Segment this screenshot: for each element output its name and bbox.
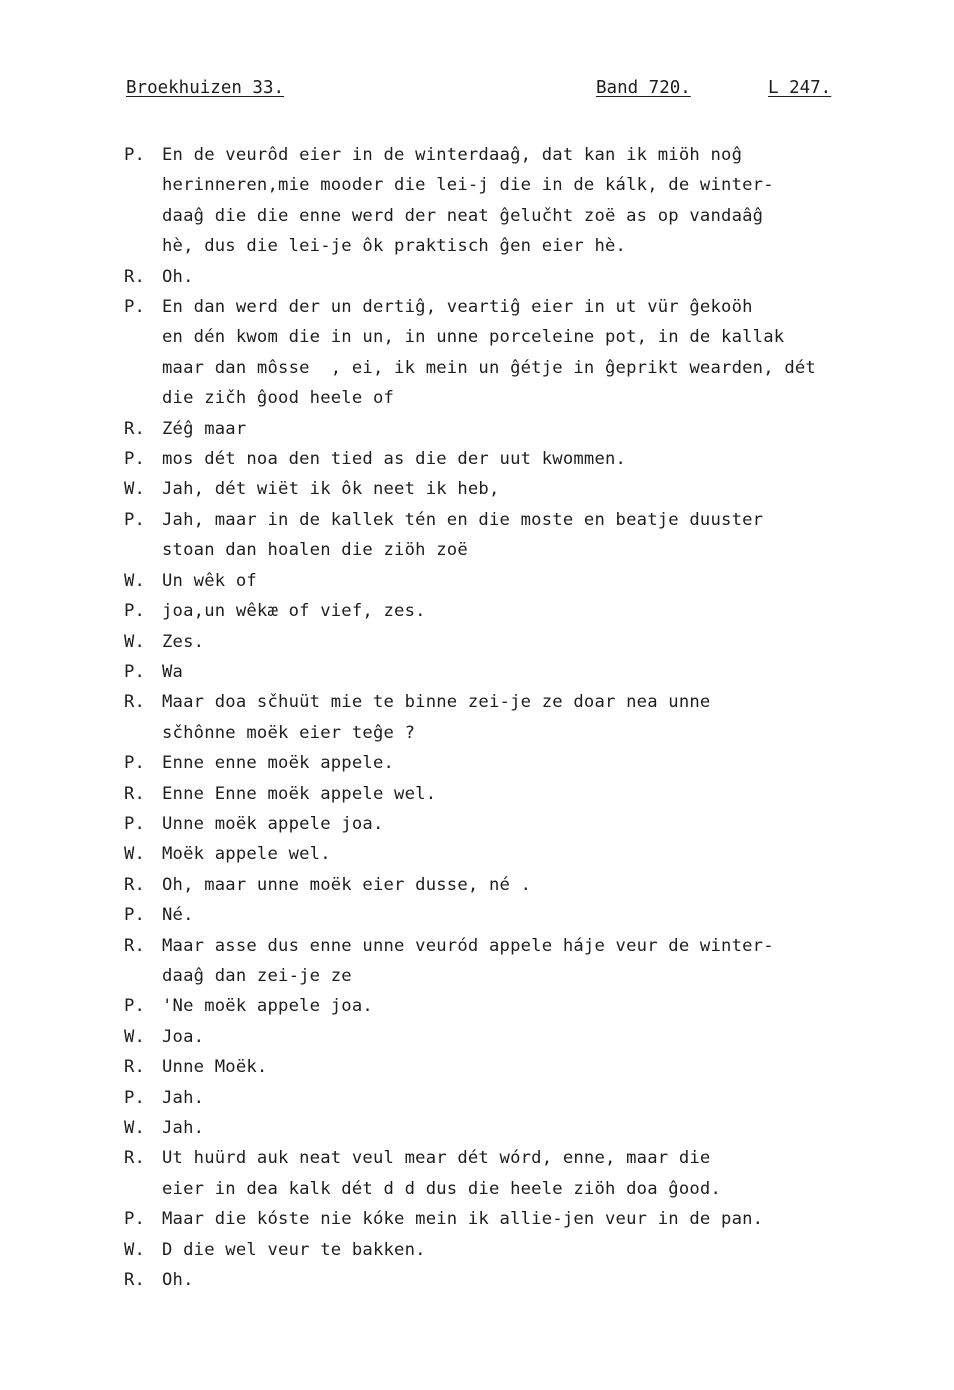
utterance <box>162 414 246 444</box>
utterance <box>162 1204 763 1234</box>
utterance <box>162 1235 426 1265</box>
speaker-label: P. <box>124 996 146 1017</box>
transcript-turn <box>124 870 924 900</box>
speaker-label: R. <box>124 935 146 956</box>
utterance <box>162 657 183 687</box>
utterance <box>162 1143 721 1204</box>
utterance-line: Wa <box>162 661 184 682</box>
speaker-label: R. <box>124 783 146 804</box>
transcript-turn <box>124 474 924 504</box>
speaker-label: R. <box>124 1148 146 1169</box>
transcript-turn <box>124 1204 924 1234</box>
transcript-turn <box>124 1083 924 1113</box>
utterance-line: sčhônne moëk eier teĝe ? <box>162 722 416 743</box>
utterance <box>162 505 763 566</box>
utterance <box>162 596 426 626</box>
speaker-label: R. <box>124 692 146 713</box>
speaker-label: R. <box>124 266 146 287</box>
transcript-turn <box>124 809 924 839</box>
speaker-label: P. <box>124 661 146 682</box>
utterance-line: die zičh ĝood heele of <box>162 388 395 409</box>
utterance-line: Ut huürd auk neat veul mear dét wórd, enne, maar die <box>162 1148 711 1169</box>
transcript <box>124 140 924 1295</box>
transcript-turn <box>124 627 924 657</box>
utterance <box>162 1022 204 1052</box>
speaker-label: R. <box>124 1270 146 1291</box>
header-location: Broekhuizen 33. <box>126 78 285 98</box>
utterance-line: maar dan môsse , ei, ik mein un ĝétje in ĝeprikt wearden, dét <box>162 357 816 378</box>
speaker-label: R. <box>124 418 146 439</box>
utterance <box>162 292 816 414</box>
utterance <box>162 748 394 778</box>
speaker-label: W. <box>124 1026 146 1047</box>
utterance <box>162 931 774 992</box>
utterance-line: Zéĝ maar <box>162 418 247 439</box>
speaker-label: W. <box>124 631 146 652</box>
utterance-line: D die wel veur te bakken. <box>162 1239 426 1260</box>
transcript-turn <box>124 566 924 596</box>
transcript-turn <box>124 1022 924 1052</box>
utterance-line: Un wêk of <box>162 570 257 591</box>
transcript-turn <box>124 1143 924 1204</box>
speaker-label: P. <box>124 601 146 622</box>
utterance-line: Maar die kóste nie kóke mein ik allie-jen veur in de pan. <box>162 1209 764 1230</box>
utterance <box>162 566 257 596</box>
utterance-line: herinneren,mie mooder die lei-j die in de kálk, de winter- <box>162 175 774 196</box>
utterance-line: eier in dea kalk dét d d dus die heele ziöh doa ĝood. <box>162 1178 722 1199</box>
utterance-line: Jah, dét wiët ik ôk neet ik heb, <box>162 479 500 500</box>
transcript-turn <box>124 657 924 687</box>
transcript-turn <box>124 505 924 566</box>
utterance-line: Joa. <box>162 1026 205 1047</box>
transcript-turn <box>124 444 924 474</box>
utterance-line: Jah. <box>162 1087 205 1108</box>
transcript-turn <box>124 1113 924 1143</box>
speaker-label: R. <box>124 1057 146 1078</box>
speaker-label: P. <box>124 905 146 926</box>
utterance <box>162 687 710 748</box>
utterance <box>162 900 194 930</box>
utterance-line: Maar asse dus enne unne veuród appele háje veur de winter- <box>162 935 774 956</box>
transcript-turn <box>124 900 924 930</box>
speaker-label: W. <box>124 1118 146 1138</box>
transcript-turn <box>124 748 924 778</box>
utterance <box>162 1083 204 1113</box>
utterance-line: joa,un wêkæ of vief, zes. <box>162 601 426 622</box>
utterance-line: Oh. <box>162 1270 194 1291</box>
utterance <box>162 870 531 900</box>
utterance-line: hè, dus die lei-je ôk praktisch ĝen eier hè. <box>162 236 627 257</box>
transcript-turn <box>124 839 924 869</box>
page-header <box>126 78 846 104</box>
utterance <box>162 627 204 657</box>
utterance-line: Moëk appele wel. <box>162 844 331 865</box>
transcript-turn <box>124 931 924 992</box>
utterance <box>162 1265 194 1295</box>
utterance <box>162 991 373 1021</box>
utterance-line: daaĝ dan zei-je ze <box>162 965 352 986</box>
utterance-line: stoan dan hoalen die ziöh zoë <box>162 540 468 561</box>
speaker-label: P. <box>124 1209 146 1230</box>
speaker-label: W. <box>124 1239 146 1260</box>
transcript-turn <box>124 262 924 292</box>
header-page-number: L 247. <box>768 78 832 98</box>
utterance-line: en dén kwom die in un, in unne porceleine pot, in de kallak <box>162 327 785 348</box>
utterance-line: Jah. <box>162 1118 205 1138</box>
transcript-turn <box>124 1052 924 1082</box>
speaker-label: P. <box>124 145 146 165</box>
utterance <box>162 809 384 839</box>
utterance-line: 'Ne moëk appele joa. <box>162 996 373 1017</box>
speaker-label: P. <box>124 297 146 318</box>
utterance-line: En dan werd der un dertiĝ, veartiĝ eier in ut vür ĝekoöh <box>162 297 753 318</box>
speaker-label: W. <box>124 479 146 500</box>
utterance <box>162 779 436 809</box>
utterance-line: daaĝ die die enne werd der neat ĝelučht zoë as op vandaâĝ <box>162 205 764 226</box>
speaker-label: W. <box>124 570 146 591</box>
utterance-line: Unne Moëk. <box>162 1057 268 1078</box>
utterance-line: Unne moëk appele joa. <box>162 813 384 834</box>
utterance-line: Oh. <box>162 266 194 287</box>
speaker-label: P. <box>124 449 146 470</box>
transcript-turn <box>124 292 924 414</box>
utterance-line: Zes. <box>162 631 205 652</box>
utterance <box>162 262 194 292</box>
utterance <box>162 1113 204 1143</box>
utterance-line: Oh, maar unne moëk eier dusse, né . <box>162 874 532 895</box>
transcript-turn <box>124 991 924 1021</box>
speaker-label: P. <box>124 813 146 834</box>
transcript-turn <box>124 779 924 809</box>
utterance <box>162 444 626 474</box>
utterance-line: En de veurôd eier in de winterdaaĝ, dat kan ik miöh noĝ <box>162 145 743 165</box>
speaker-label: P. <box>124 509 146 530</box>
speaker-label: R. <box>124 874 146 895</box>
utterance-line: Enne Enne moëk appele wel. <box>162 783 437 804</box>
utterance <box>162 839 331 869</box>
utterance <box>162 474 500 504</box>
utterance-line: Maar doa sčhuüt mie te binne zei-je ze doar nea unne <box>162 692 711 713</box>
transcript-turn <box>124 414 924 444</box>
speaker-label: P. <box>124 1087 146 1108</box>
transcript-turn <box>124 687 924 748</box>
utterance <box>162 1052 267 1082</box>
utterance-line: Né. <box>162 905 194 926</box>
transcript-turn <box>124 1265 924 1295</box>
utterance <box>162 140 774 262</box>
transcript-turn <box>124 596 924 626</box>
speaker-label: W. <box>124 844 146 865</box>
transcript-turn <box>124 140 924 262</box>
transcript-turn <box>124 1235 924 1265</box>
header-tape-number: Band 720. <box>596 78 691 98</box>
utterance-line: Jah, maar in de kallek tén en die moste en beatje duuster <box>162 509 764 530</box>
utterance-line: mos dét noa den tied as die der uut kwommen. <box>162 449 627 470</box>
speaker-label: P. <box>124 753 146 774</box>
utterance-line: Enne enne moëk appele. <box>162 753 395 774</box>
